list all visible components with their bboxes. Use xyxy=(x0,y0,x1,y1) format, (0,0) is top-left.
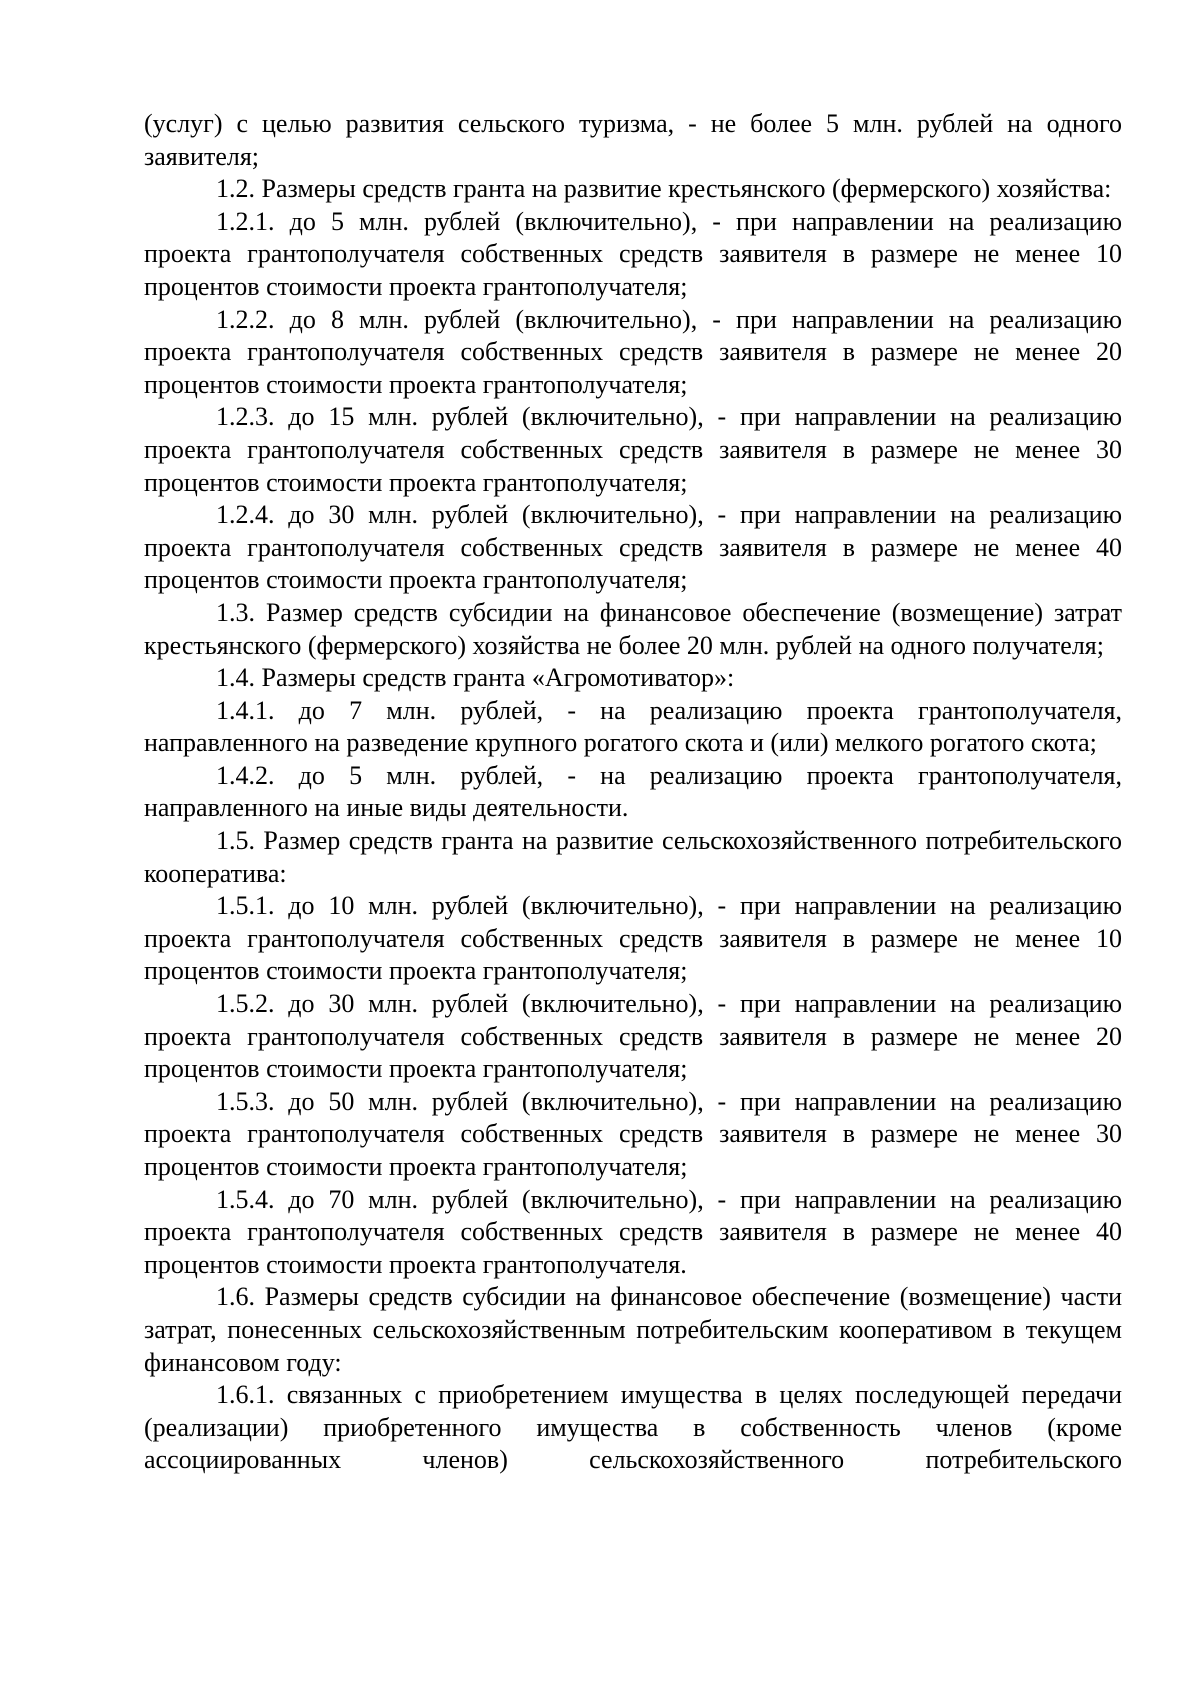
paragraph-1-2: 1.2. Размеры средств гранта на развитие крестьянского (фермерского) хозяйства: xyxy=(216,174,1112,204)
paragraph-1-5-4: 1.5.4. до 70 млн. рублей (включительно), - при направлении на реализацию проекта грантополучателя собственных средств заявителя в размере не менее 40 процентов стоимости проекта грантополучателя. xyxy=(144,1184,1122,1279)
paragraph-1-2-1: 1.2.1. до 5 млн. рублей (включительно), - при направлении на реализацию проекта грантополучателя собственных средств заявителя в размере не менее 10 процентов стоимости проекта грантополучателя; xyxy=(144,206,1122,301)
paragraph-1-4-1: 1.4.1. до 7 млн. рублей, - на реализацию проекта грантополучателя, направленного на разведение крупного рогатого скота и (или) мелкого рогатого скота; xyxy=(144,695,1122,758)
paragraph-1-2-2: 1.2.2. до 8 млн. рублей (включительно), - при направлении на реализацию проекта грантополучателя собственных средств заявителя в размере не менее 20 процентов стоимости проекта грантополучателя; xyxy=(144,304,1122,399)
paragraph-1-4-2: 1.4.2. до 5 млн. рублей, - на реализацию проекта грантополучателя, направленного на иные виды деятельности. xyxy=(144,760,1122,823)
paragraph-1-5-2: 1.5.2. до 30 млн. рублей (включительно), - при направлении на реализацию проекта грантополучателя собственных средств заявителя в размере не менее 20 процентов стоимости проекта грантополучателя; xyxy=(144,989,1122,1084)
paragraph-intro-continuation: (услуг) с целью развития сельского туризма, - не более 5 млн. рублей на одного заявителя; xyxy=(144,109,1122,171)
paragraph-1-4: 1.4. Размеры средств гранта «Агромотиватор»: xyxy=(216,663,735,693)
document-page xyxy=(144,108,1122,1477)
paragraph-1-6: 1.6. Размеры средств субсидии на финансовое обеспечение (возмещение) части затрат, понесенных сельскохозяйственным потребительским кооперативом в текущем финансовом году: xyxy=(144,1282,1122,1377)
paragraph-1-5: 1.5. Размер средств гранта на развитие сельскохозяйственного потребительского кооператива: xyxy=(144,826,1122,888)
paragraph-1-5-3: 1.5.3. до 50 млн. рублей (включительно), - при направлении на реализацию проекта грантополучателя собственных средств заявителя в размере не менее 30 процентов стоимости проекта грантополучателя; xyxy=(144,1086,1122,1181)
paragraph-1-2-3: 1.2.3. до 15 млн. рублей (включительно), - при направлении на реализацию проекта грантополучателя собственных средств заявителя в размере не менее 30 процентов стоимости проекта грантополучателя; xyxy=(144,402,1122,497)
paragraph-1-3: 1.3. Размер средств субсидии на финансовое обеспечение (возмещение) затрат крестьянского (фермерского) хозяйства не более 20 млн. рублей на одного получателя; xyxy=(144,597,1122,660)
paragraph-1-2-4: 1.2.4. до 30 млн. рублей (включительно), - при направлении на реализацию проекта грантополучателя собственных средств заявителя в размере не менее 40 процентов стоимости проекта грантополучателя; xyxy=(144,500,1122,595)
paragraph-1-6-1: 1.6.1. связанных с приобретением имущества в целях последующей передачи (реализации) приобретенного имущества в собственность членов (кроме ассоциированных членов) сельскохозяйственного потребительского xyxy=(144,1380,1122,1475)
paragraph-1-5-1: 1.5.1. до 10 млн. рублей (включительно), - при направлении на реализацию проекта грантополучателя собственных средств заявителя в размере не менее 10 процентов стоимости проекта грантополучателя; xyxy=(144,891,1122,986)
